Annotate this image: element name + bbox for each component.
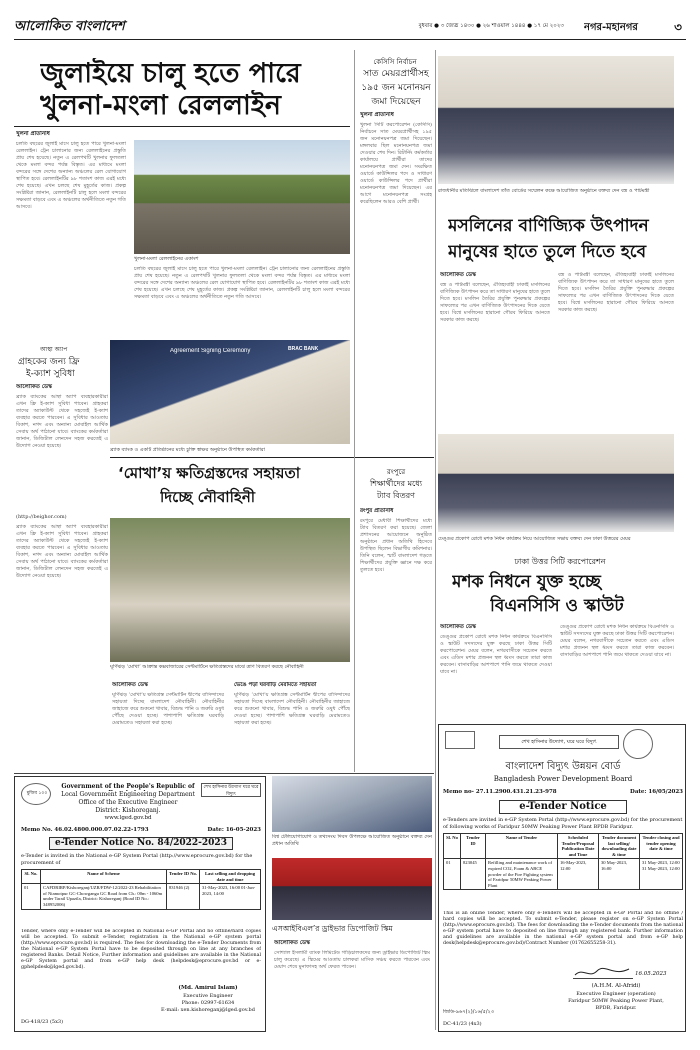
bpdb-notice-title: e-Tender Notice — [499, 800, 627, 814]
bpdb-table — [443, 833, 683, 890]
bpdb-cell-publication: 16-May-2023, 12:00 — [558, 859, 599, 890]
lged-date: Date: 16-05-2023 — [207, 827, 261, 833]
bpdb-cell-name: Refilling and maintenance work of expired CO2, Foam & ABCE powder of the Fire Fighting system of Faridpur 50MW Peaking Power Plant — [486, 859, 558, 890]
bpdb-tender-ad — [438, 724, 686, 1032]
column-rule — [354, 50, 355, 772]
bpdb-col-closing: Tender closing and tender opening date & time — [640, 834, 683, 859]
mayor-headline-1: সাত মেয়রপ্রার্থীসহ — [363, 69, 429, 79]
lged-intro: e-Tender is invited in the National e-GP System Portal (http://www.eprocure.gov.bd) for the procurement of — [21, 853, 253, 866]
mujib-logo: মুজিব ১০০ — [26, 791, 48, 796]
bpdb-left-logo — [445, 731, 475, 749]
lged-tender-ad — [14, 776, 266, 1032]
column-rule — [435, 50, 436, 1030]
mosquito-caption: ঢেঙ্গুর প্রকোপ রোধে মশক নিধন কার্যক্রম নিয়ে আয়োজিত সভায় বক্তব্য দেন ঢাকা উত্তরের মেয়র — [438, 536, 631, 542]
masthead — [14, 16, 686, 40]
lged-col-scheme: Name of Scheme — [41, 870, 167, 884]
lged-title-3: Office of the Executive Engineer — [78, 799, 178, 806]
section-name: নগর-মহানগর — [584, 22, 638, 33]
bottom-caption: বিশ্ব টেলিযোগাযোগ ও তথ্যসংঘ দিবস উপলক্ষে আয়োজিত অনুষ্ঠানে বক্তব্য দেন প্রধান অতিথি — [272, 834, 432, 847]
lged-notice-title: e-Tender Notice No. 84/2022-2023 — [49, 837, 233, 850]
bottom-body: সোশ্যাল ইসলামী ব্যাংক লিমিটেড গাড়িচালকদের জন্য ড্রাইভার ডিপোজিট স্কিম চালু করেছে। এ স্কিমের আওতায় চালকরা মাসিক সঞ্চয় করতে পারবেন এবং মেয়াদ শেষে মুনাফাসহ অর্থ ফেরত পাবেন। — [274, 950, 430, 970]
muslin-caption: রাজধানীর মতিঝিলে বাংলাদেশ তাঁত বোর্ডের সম্মেলন কক্ষে আয়োজিত অনুষ্ঠানে বক্তব্য দেন বস্ত্র ও পাটমন্ত্রী — [438, 188, 650, 194]
lged-title-4: District: Kishoreganj. — [95, 807, 161, 814]
ecash-link[interactable]: (http://beighor.com) — [16, 514, 67, 520]
ecash-headline-2: ই-ক্যাশ সুবিধা — [26, 369, 75, 378]
lged-col-date: Last selling and dropping date and time — [200, 870, 261, 884]
ecash-headline-1: গ্রাহকের জন্য ফ্রি — [18, 357, 80, 366]
bpdb-signature-date: 16.05.2023 — [635, 971, 667, 977]
navy-byline: আলোকিত ডেস্ক — [112, 682, 149, 688]
navy-body: ঘূর্ণিঝড় ‘মোখা’য় ক্ষতিগ্রস্ত সেন্টমার্টিন দ্বীপের বাসিন্দাদের সহায়তা দিচ্ছে বাংলাদেশ নৌবাহিনী। নৌবাহিনীর জাহাজে করে শুকনো খাবার, বিশুদ্ধ পানি ও জরুরি ওষুধ পৌঁছে দেওয়া হচ্ছে। পাশাপাশি ক্ষতিগ্রস্ত ঘরবাড়ি মেরামতেও সহায়তা করা হচ্ছে। — [112, 692, 224, 726]
bpdb-intro: e-Tenders are invited in e-GP System Portal (http://www.eprocure.gov.bd) for the procurement of following works of Faridpur 50MW Peaking Power Plant BPDB Faridpur. — [443, 817, 683, 830]
muslin-body-2: বস্ত্র ও পাটমন্ত্রী বলেছেন, ঐতিহ্যবাহী ঢাকাই মসলিনের বাণিজ্যিক উৎপাদন করে তা সাধারণ মানুষের হাতে তুলে দিতে হবে। মসলিন তৈরির প্রযুক্তি পুনরুদ্ধার প্রকল্পের সাফল্যের পর এখন বাণিজ্যিক উৎপাদনের দিকে যেতে হবে। বিশ্বে মসলিনের হারানো গৌরব ফিরিয়ে আনতে সরকার কাজ করছে। — [558, 272, 674, 313]
navy-subhead: ভেঙে পড়া ঘরবাড়ি মেরামতে সহায়তা — [234, 682, 317, 688]
lged-table-wrap — [21, 869, 261, 927]
bpdb-signer: (A.H.M. Al-Afridi) — [591, 983, 641, 989]
bpdb-cell-id: 823045 — [461, 859, 486, 890]
lged-signer-title: Executive Engineer — [183, 993, 233, 999]
muslin-body: বস্ত্র ও পাটমন্ত্রী বলেছেন, ঐতিহ্যবাহী ঢাকাই মসলিনের বাণিজ্যিক উৎপাদন করে তা সাধারণ মানুষের হাতে তুলে দিতে হবে। মসলিন তৈরির প্রযুক্তি পুনরুদ্ধার প্রকল্পের সাফল্যের পর এখন বাণিজ্যিক উৎপাদনের দিকে যেতে হবে। বিশ্বে মসলিনের হারানো গৌরব ফিরিয়ে আনতে সরকার কাজ করছে। — [440, 282, 550, 323]
bpdb-table-wrap — [443, 833, 683, 909]
navy-body-2: ঘূর্ণিঝড় ‘মোখা’য় ক্ষতিগ্রস্ত সেন্টমার্টিন দ্বীপের বাসিন্দাদের সহায়তা দিচ্ছে বাংলাদেশ নৌবাহিনী। নৌবাহিনীর জাহাজে করে শুকনো খাবার, বিশুদ্ধ পানি ও জরুরি ওষুধ পৌঁছে দেওয়া হচ্ছে। পাশাপাশি ক্ষতিগ্রস্ত ঘরবাড়ি মেরামতেও সহায়তা করা হচ্ছে। — [234, 692, 350, 726]
lged-ref: DG-418/23 (5x3) — [21, 1019, 64, 1025]
navy-photo — [110, 518, 350, 662]
mayor-headline-2: ১৯৫ জন মনোনয়ন — [361, 83, 431, 93]
lged-cell-date: 31-May-2023, 16:00 01-Jun-2023, 14:00 — [200, 884, 261, 909]
rail-photo — [134, 140, 350, 254]
bpdb-signer-org: Faridpur 50MW Peaking Power Plant, — [568, 998, 664, 1004]
mosquito-byline: আলোকিত ডেস্ক — [440, 624, 477, 630]
agreement-caption: ব্র্যাক ব্যাংক ও একটি প্রতিষ্ঠানের মধ্যে চুক্তি স্বাক্ষর অনুষ্ঠানে উপস্থিত কর্মকর্তারা — [110, 447, 265, 453]
lged-cell-scheme: CAFDRIRP/Kishoreganj/UZR/FDW-12/2022-23 Rehabilitation of Niamotpur GC-Chowganga GC Road from Ch.: 00m - 1060m under Tarail Upazila, District: Kishoreganj (Road ID No.: 348952006) — [41, 884, 167, 909]
muslin-photo — [438, 56, 674, 184]
muslin-byline: আলোকিত ডেস্ক — [440, 272, 477, 278]
tab-body: রংপুরে মেধাবী শিক্ষার্থীদের মধ্যে ট্যাব বিতরণ করা হয়েছে। জেলা প্রশাসনের আয়োজনে অনুষ্ঠিত অনুষ্ঠানে প্রধান অতিথি হিসেবে উপস্থিত ছিলেন বিভাগীয় কমিশনার। তিনি বলেন, স্মার্ট বাংলাদেশ গড়তে শিক্ষার্থীদের প্রযুক্তি জ্ঞানে দক্ষ করে তুলতে হবে। — [360, 518, 432, 573]
bpdb-emblem — [623, 729, 653, 759]
tab-headline-2: ট্যাব বিতরণ — [377, 491, 415, 500]
bpdb-signer-place: BPDB, Faridpur. — [595, 1005, 637, 1011]
bpdb-ref-left: জিডি-৯৬৭(২)/১৬/৫/২৩ — [443, 1009, 495, 1015]
lead-rule — [14, 126, 350, 127]
agreement-photo — [110, 340, 350, 444]
rail-caption: খুলনা-মংলা রেললাইনের একাংশ — [134, 256, 199, 262]
mayor-headline-3: জমা দিয়েছেন — [371, 97, 421, 107]
bottom-photo-1 — [272, 776, 432, 832]
lged-title-1: Government of the People's Republic of — [61, 783, 195, 790]
lged-table — [21, 869, 261, 910]
bank-logo: BRAC BANK — [288, 346, 319, 352]
lead-headline-1: জুলাইয়ে চালু হতে পারে — [40, 58, 301, 89]
mosquito-kicker: ঢাকা উত্তর সিটি করপোরেশন — [514, 557, 606, 566]
column-rule — [14, 773, 434, 774]
mayor-byline: খুলনা প্রতিনিধি — [360, 112, 394, 118]
bpdb-col-selling: Tender document last selling/ downloading date & time — [599, 834, 640, 859]
bpdb-slogan: শেখ হাসিনার উদ্যোগ, ঘরে ঘরে বিদ্যুৎ — [499, 735, 619, 749]
mosquito-headline-2: বিএনসিসি ও স্কাউট — [490, 596, 624, 616]
lged-memo: Memo No. 46.02.4800.000.07.02.22-1793 — [21, 827, 149, 833]
lead-body: চলতি বছরের জুলাই মাসে চালু হতে পারে খুলনা-মংলা রেললাইন। ট্রেন চালানোর জন্য রেললাইনের প্রস্তুতি প্রায় শেষ হয়েছে। নতুন এ রেলপথটি খুলনার ফুলতলা থেকে মংলা বন্দর পর্যন্ত বিস্তৃত। এর মাধ্যমে মংলা বন্দরের সঙ্গে দেশের অন্যান্য অঞ্চলের রেল যোগাযোগ স্থাপিত হবে। রেললাইনটির ৯৮ শতাংশ কাজ এরই মধ্যে শেষ হয়েছে। এখন চলছে শেষ মুহূর্তের কাজ। প্রকল্প সংশ্লিষ্টরা জানান, রেললাইনটি চালু হলে মংলা বন্দরের সক্ষমতা বাড়বে এবং এ অঞ্চলের অর্থনীতিতে নতুন গতি আসবে। — [16, 141, 126, 210]
lged-col-sl: Sl. No. — [22, 870, 41, 884]
bpdb-footer: This is an online Tender, where only e-Tenders will be accepted in e-GP Portal and no offline / hard copies will be accepted. To submit e-Tender, please register on e-GP System Portal (http://www.eprocure.gov.bd). The fees for downloading the e-Tender documents from the national e-GP system portal have to deposited on line through any registered bank. Further information and guidelines are available in the national e-GP system portal and from e-GP help desk(helpdesk@eprocure.gov.bd)/Contract Number (01762655258-31). — [443, 911, 683, 946]
navy-headline-1: ‘মোখা’য় ক্ষতিগ্রস্তদের সহায়তা — [118, 464, 301, 482]
bottom-byline: আলোকিত ডেস্ক — [274, 940, 311, 946]
mayor-kicker: কেসিসি নির্বাচন — [373, 58, 417, 66]
mayor-body: খুলনা সিটি করপোরেশন (কেসিসি) নির্বাচনে সাত মেয়রপ্রার্থীসহ ১৯৫ জন মনোনয়নপত্র জমা দিয়েছেন। মঙ্গলবার ছিল মনোনয়নপত্র জমা দেওয়ার শেষ দিন। রিটার্নিং কর্মকর্তার কার্যালয়ে প্রার্থীরা তাদের মনোনয়নপত্র জমা দেন। সংরক্ষিত ওয়ার্ডে কাউন্সিলর পদে ও সাধারণ ওয়ার্ডে কাউন্সিলর পদে প্রার্থীরা মনোনয়নপত্র জমা দিয়েছেন। এর আগে মনোনয়নপত্র সংগ্রহ করেছিলেন আরও বেশি প্রার্থী। — [360, 122, 432, 205]
lged-web[interactable]: www.lged.gov.bd — [104, 815, 152, 821]
bpdb-cell-closing: 31 May-2023, 12:00 31 May-2023, 12:00 — [640, 859, 683, 890]
navy-rule — [110, 457, 434, 458]
lged-signer-email[interactable]: E-mail: xen.kishoreganj@lged.gov.bd — [161, 1007, 255, 1013]
bpdb-ref-right: DC-41/23 (4x3) — [443, 1021, 482, 1027]
mosquito-photo — [438, 434, 674, 532]
bpdb-col-name: Name of Tender — [486, 834, 558, 859]
bpdb-cell-selling: 30 May-2023, 16:00 — [599, 859, 640, 890]
lged-cell-id: 831946 (2) — [167, 884, 200, 909]
bottom-photo-2 — [272, 858, 432, 920]
bpdb-col-sl: Sl. No — [444, 834, 461, 859]
bpdb-signature — [573, 965, 633, 979]
masthead-logo: আলোকিত বাংলাদেশ — [14, 19, 125, 34]
muslin-headline-1: মসলিনের বাণিজ্যিক উৎপাদন — [448, 216, 649, 236]
bpdb-date: Date: 16/05/2023 — [630, 789, 683, 795]
tab-kicker: রংপুরে — [386, 468, 406, 476]
bpdb-cell-sl: 01 — [444, 859, 461, 890]
lead-headline-2: খুলনা-মংলা রেললাইন — [40, 90, 281, 121]
ecash-body: ব্র্যাক ব্যাংকের আস্থা অ্যাপ ব্যবহারকারীরা এখন ফ্রি ই-ক্যাশ সুবিধা পাবেন। গ্রাহকরা তাদের অ্যাকাউন্ট থেকে সহজেই ই-ক্যাশ ব্যবহার করতে পারবেন। এ সুবিধার আওতায় বিকাশ, নগদ এবং অন্যান্য মোবাইল আর্থিক সেবায় অর্থ পাঠানো যাবে। ব্যাংকের কর্মকর্তারা জানান, ডিজিটাল লেনদেন সহজ করতেই এ উদ্যোগ নেওয়া হয়েছে। — [16, 394, 108, 449]
bottom-headline: এসআইবিএল’র ড্রাইভার ডিপোজিট স্কিম — [272, 924, 393, 933]
bpdb-title-bn: বাংলাদেশ বিদ্যুৎ উন্নয়ন বোর্ড — [505, 761, 621, 772]
bpdb-table-header — [444, 834, 683, 859]
navy-headline-2: দিচ্ছে নৌবাহিনী — [160, 488, 256, 506]
table-row — [22, 884, 261, 909]
bpdb-col-id: Tender ID — [461, 834, 486, 859]
ecash-body-cont: ব্র্যাক ব্যাংকের আস্থা অ্যাপ ব্যবহারকারীরা এখন ফ্রি ই-ক্যাশ সুবিধা পাবেন। গ্রাহকরা তাদের অ্যাকাউন্ট থেকে সহজেই ই-ক্যাশ ব্যবহার করতে পারবেন। এ সুবিধার আওতায় বিকাশ, নগদ এবং অন্যান্য মোবাইল আর্থিক সেবায় অর্থ পাঠানো যাবে। ব্যাংকের কর্মকর্তারা জানান, ডিজিটাল লেনদেন সহজ করতেই এ উদ্যোগ নেওয়া হয়েছে। — [16, 524, 108, 579]
lged-emblem — [21, 783, 51, 805]
tab-byline: রংপুর প্রতিনিধি — [360, 508, 394, 514]
navy-caption: ঘূর্ণিঝড় ‘মোখা’ আক্রান্ত কক্সবাজারের সেন্টমার্টিনে ক্ষতিগ্রস্তদের মাঝে ত্রাণ বিতরণ করছে নৌবাহিনী — [110, 664, 304, 670]
lged-slogan: শেখ হাসিনার উদ্যোগ ঘরে ঘরে বিদ্যুৎ — [201, 783, 261, 797]
lged-signer: (Md. Amirul Islam) — [178, 985, 238, 991]
masthead-date: বুধবার ● ৩ জ্যৈষ্ঠ ১৪৩০ ● ২৬ শাওয়াল ১৪৪৪ ● ১৭ মে ২০২৩ — [418, 23, 564, 29]
bpdb-col-publication: Scheduled Tender/Proposal Publication Date and Time — [558, 834, 599, 859]
mosquito-headline-1: মশক নিধনে যুক্ত হচ্ছে — [452, 572, 601, 592]
agreement-banner: Agreement Signing Ceremony — [170, 348, 251, 354]
lged-cell-sl: 01 — [22, 884, 41, 909]
tab-headline-1: শিক্ষার্থীদের মধ্যে — [369, 479, 423, 488]
lged-footer: Tender, where only e-Tender will be accepted in National e-GP Portal and no offline/hard copies will be accepted. To submit e-Tender, registration in the National e-GP system portal (http://www.eprocure.gov.bd) is required. The fees for downloading the e-Tender Documents from the National e-GP System Portal have to be deposited through on line at any branches of registered Banks. Detail Notice, Further information and guidelines are available in the National e-GP System portal and from e-GP help desk (helpdesk@eprocure.gov.bd or e-gphelpdesk@lged.gov.bd). — [21, 929, 261, 970]
lged-table-header — [22, 870, 261, 884]
lged-title-2: Local Government Engineering Department — [61, 791, 195, 798]
ecash-kicker: আস্থা অ্যাপ — [40, 346, 68, 353]
lead-body-cont: চলতি বছরের জুলাই মাসে চালু হতে পারে খুলনা-মংলা রেললাইন। ট্রেন চালানোর জন্য রেললাইনের প্রস্তুতি প্রায় শেষ হয়েছে। নতুন এ রেলপথটি খুলনার ফুলতলা থেকে মংলা বন্দর পর্যন্ত বিস্তৃত। এর মাধ্যমে মংলা বন্দরের সঙ্গে দেশের অন্যান্য অঞ্চলের রেল যোগাযোগ স্থাপিত হবে। রেললাইনটির ৯৮ শতাংশ কাজ এরই মধ্যে শেষ হয়েছে। এখন চলছে শেষ মুহূর্তের কাজ। প্রকল্প সংশ্লিষ্টরা জানান, রেললাইনটি চালু হলে মংলা বন্দরের সক্ষমতা বাড়বে এবং এ অঞ্চলের অর্থনীতিতে নতুন গতি আসবে। — [134, 266, 350, 300]
bpdb-signer-title: Executive Engineer (operation) — [576, 991, 656, 997]
bpdb-title-en: Bangladesh Power Development Board — [493, 775, 633, 783]
lged-signer-phone: Phone: 02997-61634 — [181, 1000, 235, 1006]
signature-scribble — [573, 965, 633, 979]
page-number: ৩ — [674, 20, 682, 34]
muslin-headline-2: মানুষের হাতে তুলে দিতে হবে — [448, 242, 647, 262]
mosquito-body-2: ডেঙ্গুর প্রকোপ রোধে মশক নিধন কার্যক্রমে বিএনসিসি ও স্কাউট সদস্যদের যুক্ত করছে ঢাকা উত্তর সিটি করপোরেশন। মেয়র বলেন, নগরবাসীকে সচেতন করতে এবং এডিস মশার প্রজনন স্থল ধ্বংস করতে তারা কাজ করবেন। বাসাবাড়ির আশপাশে পানি জমে থাকতে দেওয়া যাবে না। — [560, 624, 674, 658]
lead-byline: খুলনা প্রতিনিধি — [16, 131, 50, 137]
table-row — [444, 859, 683, 890]
lged-col-id: Tender ID No. — [167, 870, 200, 884]
bpdb-memo: Memo no- 27.11.2900.431.21.23-978 — [443, 789, 557, 795]
ecash-byline: আলোকিত ডেস্ক — [16, 384, 53, 390]
mosquito-body: ডেঙ্গুর প্রকোপ রোধে মশক নিধন কার্যক্রমে বিএনসিসি ও স্কাউট সদস্যদের যুক্ত করছে ঢাকা উত্তর সিটি করপোরেশন। মেয়র বলেন, নগরবাসীকে সচেতন করতে এবং এডিস মশার প্রজনন স্থল ধ্বংস করতে তারা কাজ করবেন। বাসাবাড়ির আশপাশে পানি জমে থাকতে দেওয়া যাবে না। — [440, 634, 552, 675]
